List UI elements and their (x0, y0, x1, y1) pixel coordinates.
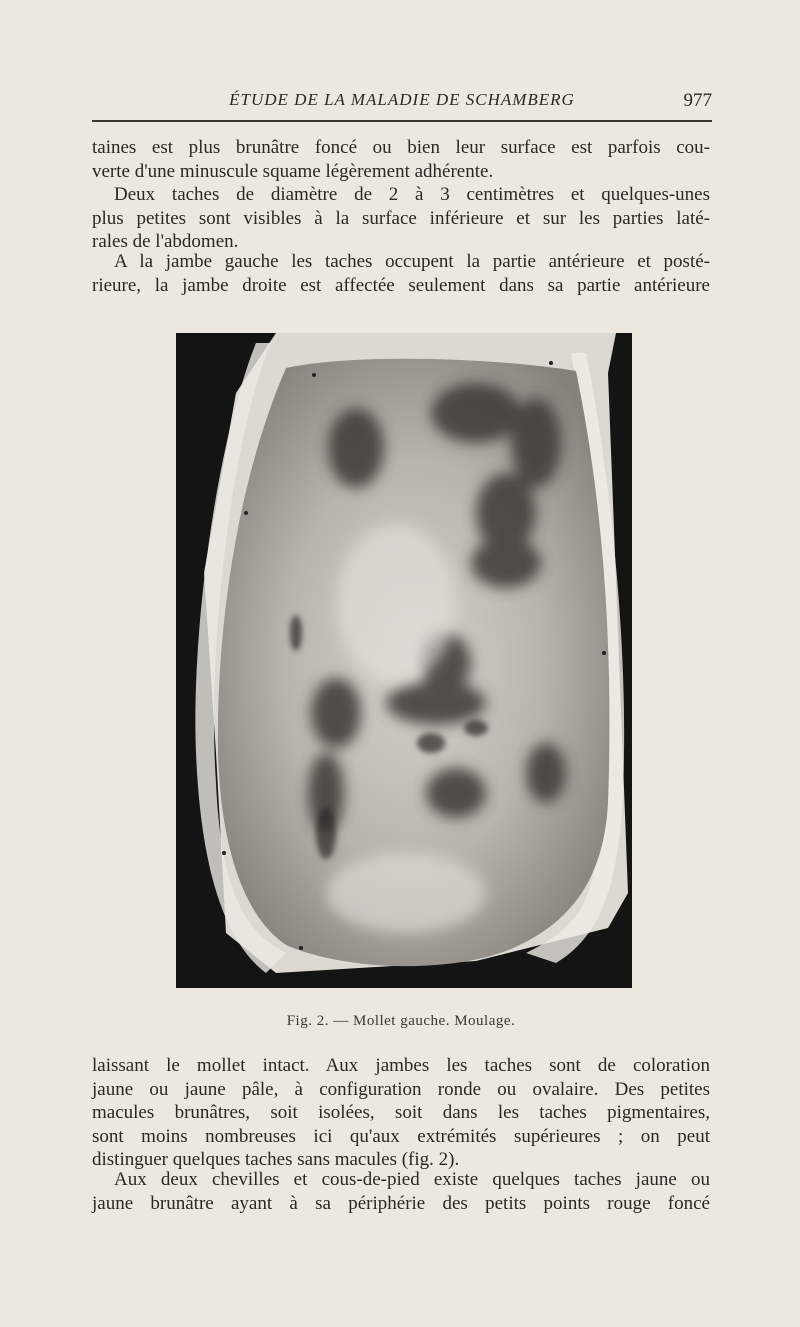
text-line: distinguer quelques taches sans macules (fig. 2). (92, 1149, 460, 1171)
figure-caption: Fig. 2. — Mollet gauche. Moulage. (286, 1013, 516, 1029)
paragraph-3 (92, 250, 710, 297)
paragraph-2 (92, 183, 710, 254)
text-line: laissant le mollet intact. Aux jambes les taches sont de coloration (92, 1055, 710, 1076)
text-line: verte d'une minuscule squame légèrement adhérente. (92, 160, 494, 182)
running-title: ÉTUDE DE LA MALADIE DE SCHAMBERG (229, 90, 575, 109)
text-line: jaune brunâtre ayant à sa périphérie des petits points rouge foncé (92, 1192, 710, 1214)
paragraph-5 (92, 1168, 710, 1215)
text-line: jaune ou jaune pâle, à configuration ronde ou ovalaire. Des petites (92, 1078, 710, 1100)
page-number: 977 (683, 90, 712, 111)
paragraph-1 (92, 136, 710, 183)
figure-photograph (176, 333, 632, 988)
page-header (92, 88, 712, 122)
text-line: Aux deux chevilles et cous-de-pied existe quelques taches jaune ou (114, 1169, 710, 1190)
paragraph-4 (92, 1054, 710, 1172)
text-line: Deux taches de diamètre de 2 à 3 centimètres et quelques-unes (114, 184, 710, 205)
header-rule (92, 120, 712, 122)
text-line: plus petites sont visibles à la surface inférieure et sur les parties laté- (92, 207, 710, 229)
text-line: rales de l'abdomen. (92, 231, 239, 253)
text-line: macules brunâtres, soit isolées, soit dans les taches pigmentaires, (92, 1102, 710, 1124)
text-line: taines est plus brunâtre foncé ou bien leur surface est parfois cou- (92, 137, 710, 158)
text-line: A la jambe gauche les taches occupent la partie antérieure et posté- (114, 251, 710, 272)
text-line: sont moins nombreuses ici qu'aux extrémités supérieures ; on peut (92, 1125, 710, 1147)
text-line: rieure, la jambe droite est affectée seulement dans sa partie antérieure (92, 274, 710, 296)
